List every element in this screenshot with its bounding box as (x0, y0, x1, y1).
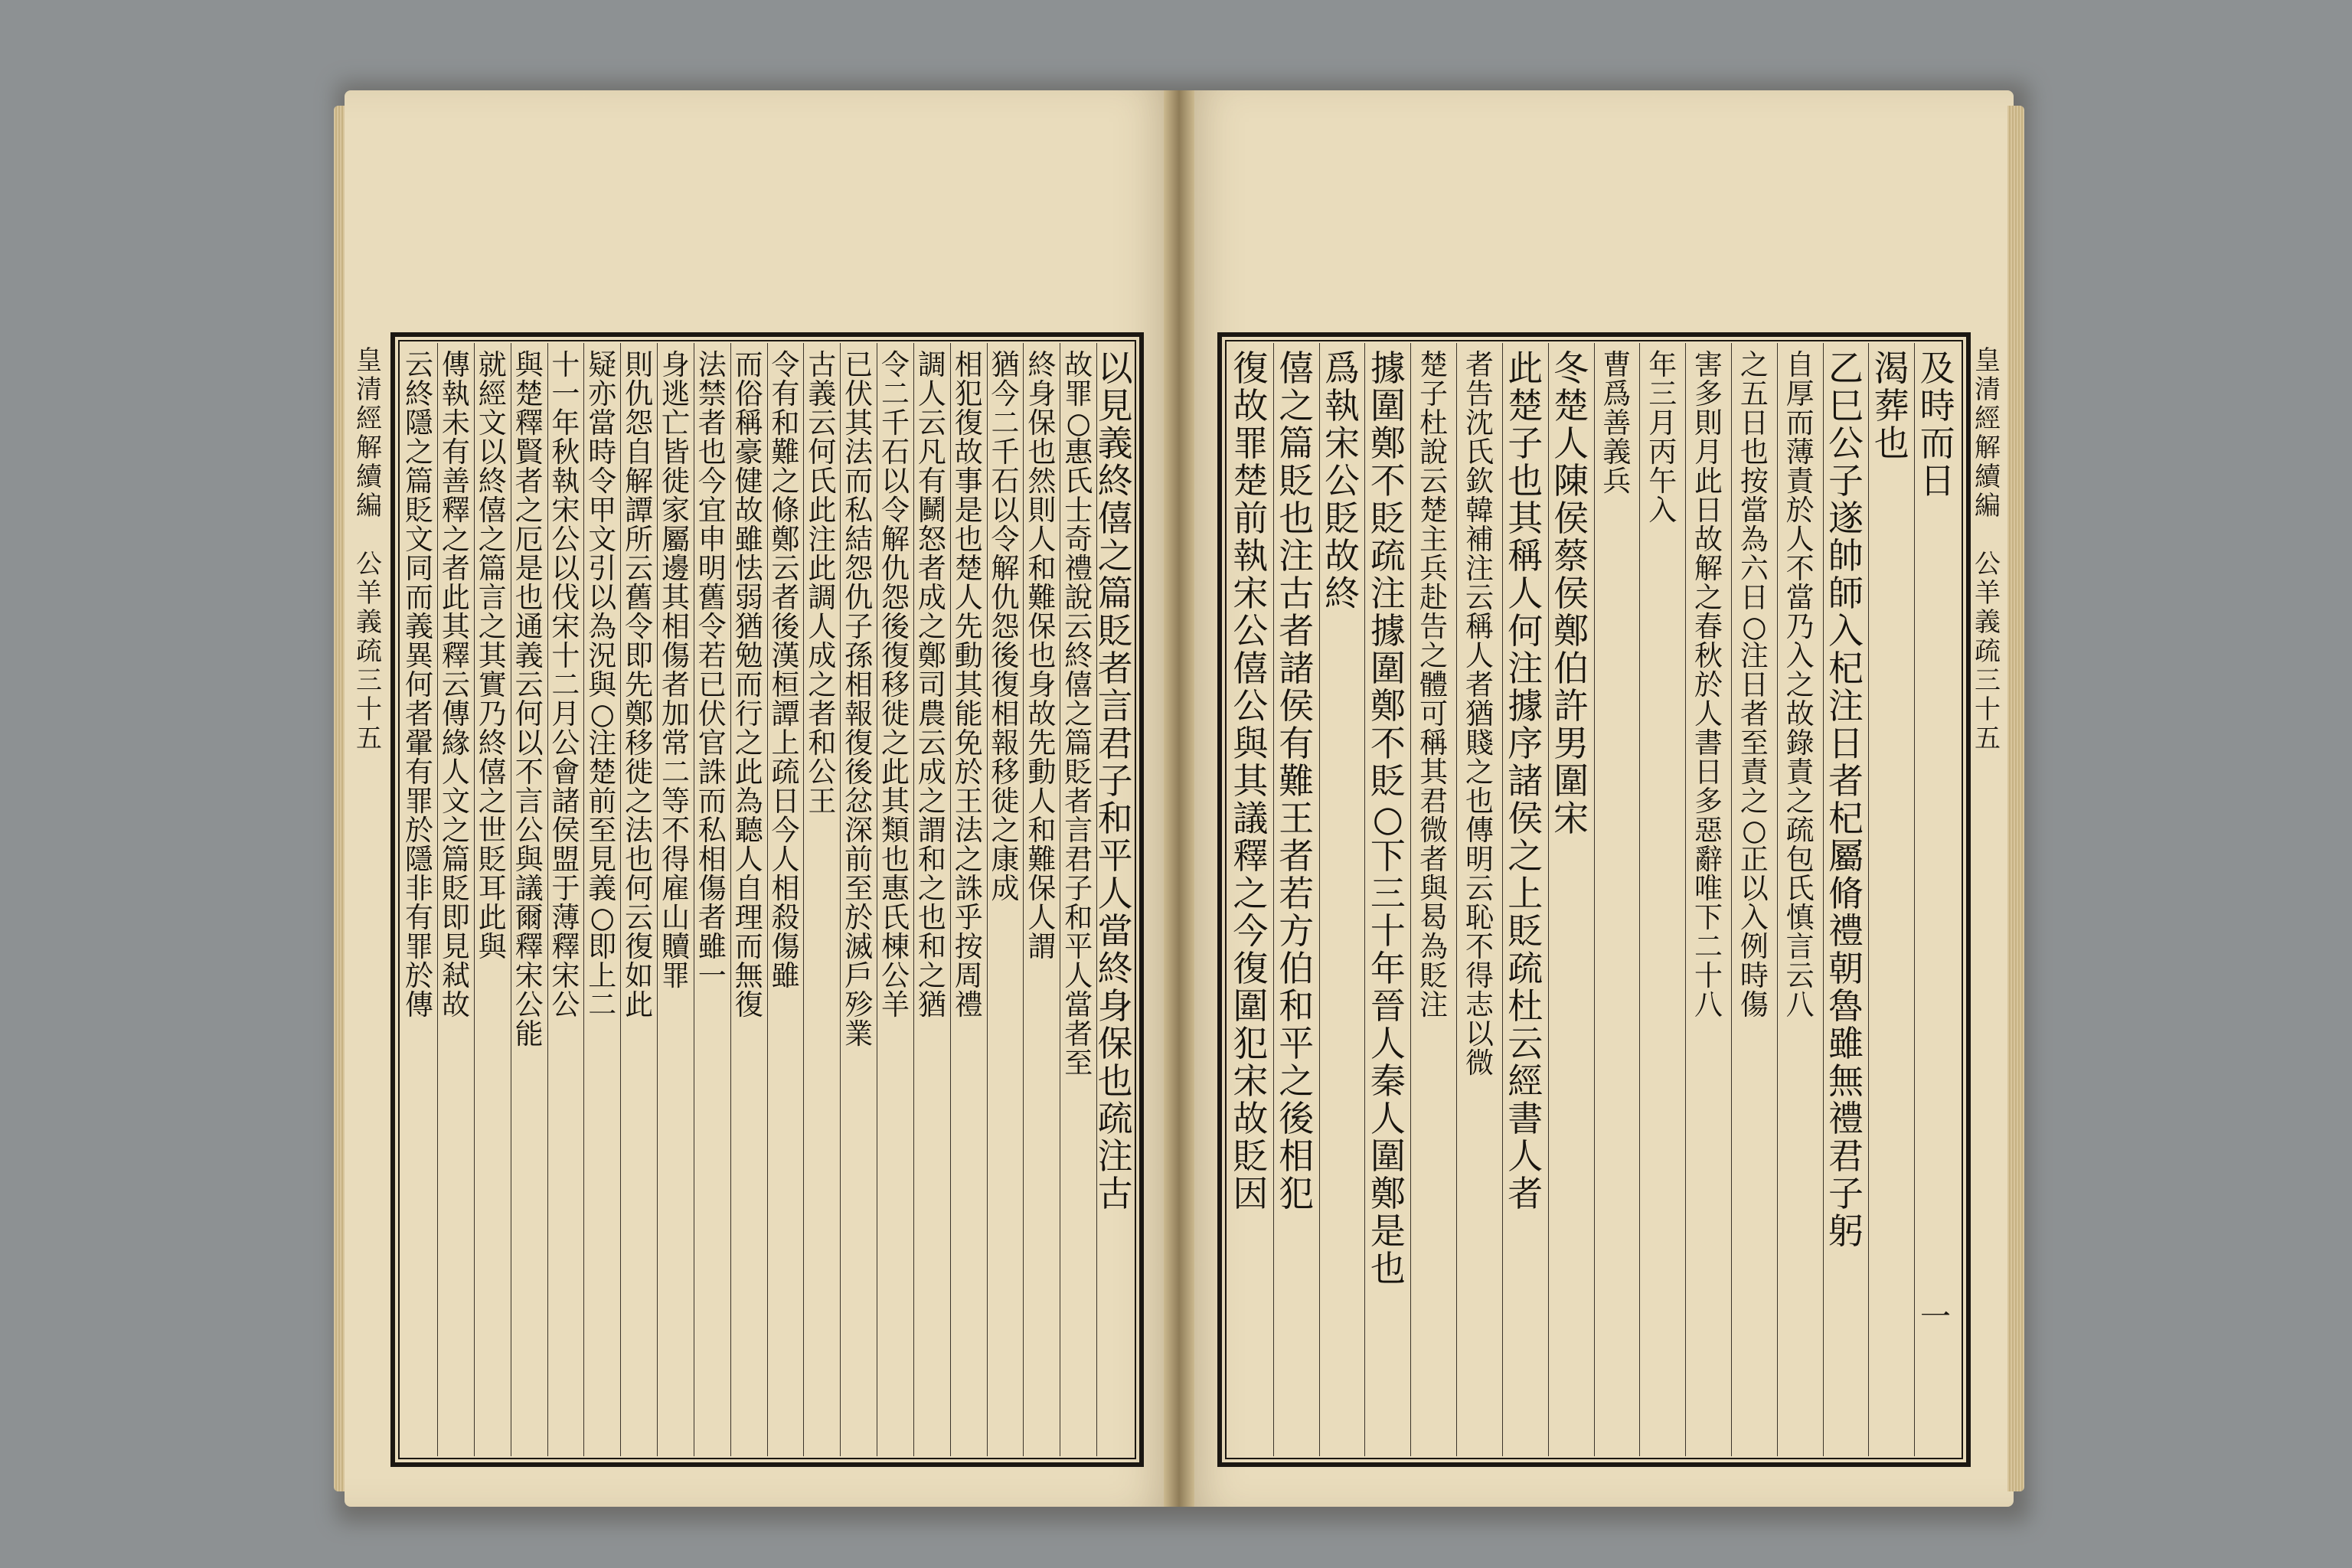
text-column: 復 故 罪 楚 前 執 宋 公 僖 公 與 其 議 釋 之 今 復 圍 犯 宋 故 貶 因 (1233, 348, 1269, 1214)
text-column: 爲 執 宋 公 貶 故 終 (1319, 343, 1365, 1456)
text-column: 及 時 而 日 (1914, 343, 1960, 1456)
open-book (345, 90, 2014, 1507)
right-margin-title: 皇 清 經 解 續 編 公 羊 義 疏 三 十 五 (1975, 345, 2001, 754)
text-column: 調 人 云 凡 有 鬭 怒 者 成 之 鄭 司 農 云 成 之 謂 和 之 也 和 之 猶 (913, 343, 950, 1456)
text-column: 古 義 云 何 氏 此 注 此 調 人 成 之 者 和 公 王 (803, 343, 840, 1456)
text-column: 相 犯 復 故 事 是 也 楚 人 先 動 其 能 免 於 王 法 之 誅 乎 按 周 禮 (950, 343, 987, 1456)
text-column: 十 一 年 秋 執 宋 公 以 伐 宋 十 二 月 公 會 諸 侯 盟 于 薄 釋 宋 公 (547, 343, 584, 1456)
text-column: 之 五 日 也 按 當 為 六 日 ○ 注 日 者 至 責 之 ○ 正 以 入 例 時 傷 (1731, 343, 1777, 1456)
text-column: 終 身 保 也 然 則 人 和 難 保 也 身 故 先 動 人 和 難 保 人 謂 (1023, 343, 1060, 1456)
left-margin-title: 皇 清 經 解 續 編 公 羊 義 疏 三 十 五 (356, 345, 382, 754)
left-columns (401, 343, 1133, 1456)
text-column: 令 二 千 石 以 令 解 仇 怨 後 復 移 徙 之 此 其 類 也 惠 氏 棟 公 羊 (877, 343, 913, 1456)
text-column: 冬 楚 人 陳 侯 蔡 侯 鄭 伯 許 男 圍 宋 (1548, 343, 1594, 1456)
text-column: 故 罪 ○ 惠 氏 士 奇 禮 說 云 終 僖 之 篇 貶 者 言 君 子 和 平 人 當 者 至 (1060, 343, 1096, 1456)
right-columns (1228, 343, 1960, 1456)
text-column: 則 仇 怨 自 解 譚 所 云 舊 令 即 先 鄭 移 徙 之 法 也 何 云 復 如 此 (620, 343, 657, 1456)
text-column: 身 逃 亡 皆 徙 家 屬 邊 其 相 傷 者 加 常 二 等 不 得 雇 山 贖 罪 (657, 343, 694, 1456)
text-column: 害 多 則 月 此 日 故 解 之 春 秋 於 人 書 日 多 惡 辭 唯 下 二 十 八 (1685, 343, 1731, 1456)
left-text-frame (390, 332, 1144, 1467)
text-column: 自 厚 而 薄 責 於 人 不 當 乃 入 之 故 錄 責 之 疏 包 氏 慎 言 云 八 (1777, 343, 1823, 1456)
text-column: 渴 葬 也 (1868, 343, 1914, 1456)
text-column: 云 終 隱 之 篇 貶 文 同 而 義 異 何 者 翬 有 罪 於 隱 非 有 罪 於 傳 (405, 348, 434, 1021)
text-column: 疑 亦 當 時 令 甲 文 引 以 為 況 與 ○ 注 楚 前 至 見 義 ○ 即 上 二 (583, 343, 620, 1456)
text-column: 就 經 文 以 終 僖 之 篇 言 之 其 實 乃 終 僖 之 世 貶 耳 此 與 (474, 343, 511, 1456)
text-column: 以 見 義 終 僖 之 篇 貶 者 言 君 子 和 平 人 當 終 身 保 也 疏 注 古 (1096, 343, 1133, 1456)
text-column: 乙 巳 公 子 遂 帥 師 入 杞 注 日 者 杞 屬 脩 禮 朝 魯 雖 無 禮 君 子 躬 (1823, 343, 1869, 1456)
text-column: 令 有 和 難 之 條 鄭 云 者 後 漢 桓 譚 上 疏 日 今 人 相 殺 傷 雖 (767, 343, 804, 1456)
text-column: 與 楚 釋 賢 者 之 厄 是 也 通 義 云 何 以 不 言 公 與 議 爾 釋 宋 公 能 (511, 343, 547, 1456)
text-column: 楚 子 杜 說 云 楚 主 兵 赴 告 之 體 可 稱 其 君 微 者 與 曷 為 貶 注 (1410, 343, 1456, 1456)
text-column: 傳 執 未 有 善 釋 之 者 此 其 釋 云 傳 緣 人 文 之 篇 貶 即 見 弒 故 (437, 343, 474, 1456)
text-column: 者 告 沈 氏 欽 韓 補 注 云 稱 人 者 猶 賤 之 也 傳 明 云 恥 不 得 志 以 微 (1456, 343, 1502, 1456)
text-column: 曹 爲 善 義 兵 (1594, 343, 1640, 1456)
text-column: 猶 今 二 千 石 以 令 解 仇 怨 後 復 相 報 移 徙 之 康 成 (987, 343, 1024, 1456)
book-gutter (1164, 90, 1194, 1507)
text-column: 據 圍 鄭 不 貶 疏 注 據 圍 鄭 不 貶 ○ 下 三 十 年 晉 人 秦 人 圍 鄭 是 也 (1364, 343, 1410, 1456)
text-column: 而 俗 稱 豪 健 故 雖 怯 弱 猶 勉 而 行 之 此 為 聽 人 自 理 而 無 復 (730, 343, 767, 1456)
text-column: 年 三 月 丙 午 入 (1639, 343, 1685, 1456)
text-column: 法 禁 者 也 今 宜 申 明 舊 令 若 已 伏 官 誅 而 私 相 傷 者 雖 一 (694, 343, 730, 1456)
text-column: 此 楚 子 也 其 稱 人 何 注 據 序 諸 侯 之 上 貶 疏 杜 云 經 書 人 者 (1502, 343, 1548, 1456)
page-number: 一 (1920, 1299, 1951, 1334)
text-column: 已 伏 其 法 而 私 結 怨 仇 子 孫 相 報 復 後 忿 深 前 至 於 滅 戶 殄 業 (840, 343, 877, 1456)
text-column: 僖 之 篇 貶 也 注 古 者 諸 侯 有 難 王 者 若 方 伯 和 平 之 後 相 犯 (1273, 343, 1319, 1456)
right-text-frame (1217, 332, 1971, 1467)
